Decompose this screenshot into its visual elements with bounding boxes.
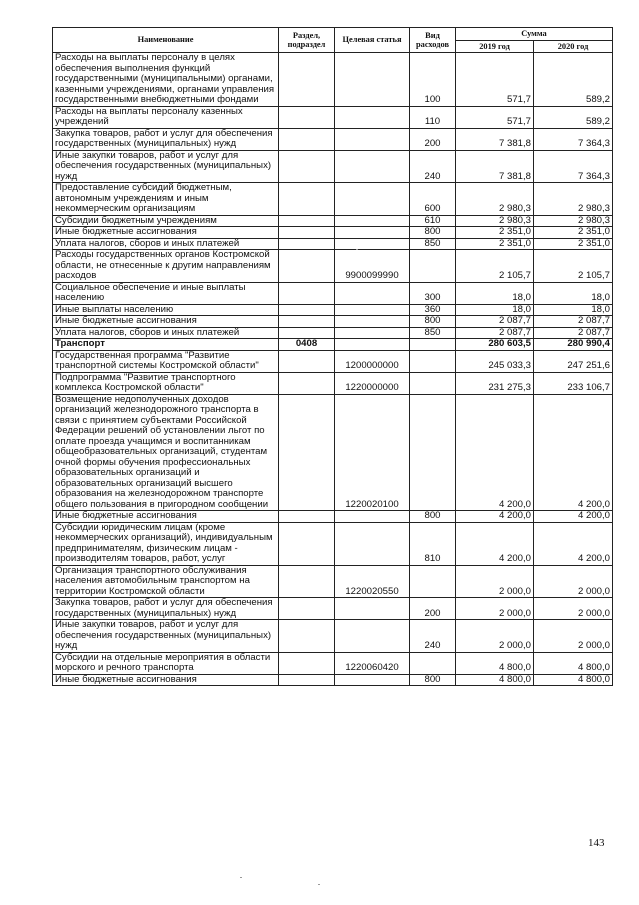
table-row	[53, 350, 613, 372]
cell-section: 0408	[279, 339, 335, 351]
cell-target	[335, 674, 410, 686]
cell-target	[335, 227, 410, 239]
table-row	[53, 511, 613, 523]
cell-section	[279, 522, 335, 565]
cell-section	[279, 150, 335, 183]
header-sum: Сумма	[456, 28, 613, 41]
cell-sum-2020: 2 105,7	[534, 250, 613, 283]
table-body	[53, 53, 613, 686]
cell-name: Уплата налогов, сборов и иных платежей	[53, 238, 279, 250]
cell-sum-2020: 7 364,3	[534, 128, 613, 150]
cell-sum-2019: 4 800,0	[456, 652, 534, 674]
cell-sum-2019: 18,0	[456, 282, 534, 304]
cell-kind: 850	[410, 238, 456, 250]
cell-name: Уплата налогов, сборов и иных платежей	[53, 327, 279, 339]
cell-kind	[410, 339, 456, 351]
cell-target	[335, 339, 410, 351]
cell-section	[279, 183, 335, 216]
cell-sum-2020: 2 980,3	[534, 215, 613, 227]
cell-sum-2020: 4 800,0	[534, 674, 613, 686]
cell-section	[279, 350, 335, 372]
cell-target	[335, 150, 410, 183]
cell-target	[335, 238, 410, 250]
table-row	[53, 128, 613, 150]
cell-name: Субсидии бюджетным учреждениям	[53, 215, 279, 227]
cell-name: Иные выплаты населению	[53, 304, 279, 316]
cell-name: Иные закупки товаров, работ и услуг для обеспечения государственных (муниципальных) нужд	[53, 150, 279, 183]
cell-target: 9900099990	[335, 250, 410, 283]
cell-section	[279, 227, 335, 239]
cell-target: 1220000000	[335, 372, 410, 394]
table-row	[53, 394, 613, 511]
cell-section	[279, 304, 335, 316]
cell-name: Иные бюджетные ассигнования	[53, 316, 279, 328]
cell-sum-2020: 2 980,3	[534, 183, 613, 216]
cell-sum-2019: 2 351,0	[456, 227, 534, 239]
cell-name: Расходы на выплаты персоналу казенных учреждений	[53, 106, 279, 128]
cell-kind: 810	[410, 522, 456, 565]
cell-target: 1200000000	[335, 350, 410, 372]
cell-kind	[410, 250, 456, 283]
cell-section	[279, 250, 335, 283]
cell-name: Расходы на выплаты персоналу в целях обеспечения выполнения функций государственными (муниципальными) органами, казенными учреждениями, органами управления государственными внебюджетными фондами	[53, 53, 279, 107]
cell-target	[335, 522, 410, 565]
cell-sum-2020: 2 087,7	[534, 327, 613, 339]
cell-sum-2020: 589,2	[534, 53, 613, 107]
cell-section	[279, 652, 335, 674]
cell-sum-2020: 7 364,3	[534, 150, 613, 183]
table-row	[53, 150, 613, 183]
cell-sum-2020: 18,0	[534, 282, 613, 304]
cell-sum-2019: 7 381,8	[456, 150, 534, 183]
cell-target	[335, 620, 410, 653]
cell-kind: 800	[410, 674, 456, 686]
cell-kind: 240	[410, 150, 456, 183]
cell-kind	[410, 565, 456, 598]
cell-section	[279, 327, 335, 339]
cell-section	[279, 215, 335, 227]
cell-name: Транспорт	[53, 339, 279, 351]
table-row	[53, 316, 613, 328]
cell-sum-2019: 4 200,0	[456, 511, 534, 523]
cell-sum-2019: 4 200,0	[456, 394, 534, 511]
cell-name: Социальное обеспечение и иные выплаты населению	[53, 282, 279, 304]
table-row	[53, 674, 613, 686]
table-row	[53, 598, 613, 620]
cell-kind: 300	[410, 282, 456, 304]
cell-sum-2020: 2 351,0	[534, 238, 613, 250]
table-row	[53, 227, 613, 239]
cell-sum-2019: 2 087,7	[456, 327, 534, 339]
cell-sum-2020: 2 087,7	[534, 316, 613, 328]
cell-sum-2019: 245 033,3	[456, 350, 534, 372]
table-row	[53, 327, 613, 339]
header-section: Раздел, подраздел	[279, 28, 335, 53]
cell-kind: 240	[410, 620, 456, 653]
cell-sum-2019: 571,7	[456, 53, 534, 107]
cell-section	[279, 238, 335, 250]
table-row	[53, 565, 613, 598]
cell-name: Субсидии на отдельные мероприятия в области морского и речного транспорта	[53, 652, 279, 674]
cell-sum-2019: 2 000,0	[456, 565, 534, 598]
header-kind: Вид расходов	[410, 28, 456, 53]
cell-sum-2019: 2 351,0	[456, 238, 534, 250]
cell-target: 1220020550	[335, 565, 410, 598]
cell-sum-2020: 4 200,0	[534, 522, 613, 565]
cell-sum-2019: 4 200,0	[456, 522, 534, 565]
cell-name: Иные закупки товаров, работ и услуг для обеспечения государственных (муниципальных) нужд	[53, 620, 279, 653]
table-row	[53, 304, 613, 316]
cell-section	[279, 565, 335, 598]
cell-target	[335, 511, 410, 523]
cell-target: 1220020100	[335, 394, 410, 511]
cell-sum-2019: 2 980,3	[456, 183, 534, 216]
cell-section	[279, 53, 335, 107]
scan-speck	[240, 877, 242, 878]
cell-name: Иные бюджетные ассигнования	[53, 511, 279, 523]
cell-target	[335, 215, 410, 227]
cell-section	[279, 282, 335, 304]
cell-sum-2020: 280 990,4	[534, 339, 613, 351]
cell-sum-2020: 2 000,0	[534, 598, 613, 620]
table-row	[53, 250, 613, 283]
cell-target	[335, 183, 410, 216]
cell-kind: 800	[410, 511, 456, 523]
cell-section	[279, 620, 335, 653]
cell-sum-2020: 4 800,0	[534, 652, 613, 674]
scan-speck	[356, 249, 358, 250]
cell-section	[279, 674, 335, 686]
table-row	[53, 339, 613, 351]
cell-kind: 800	[410, 316, 456, 328]
cell-kind: 800	[410, 227, 456, 239]
cell-kind	[410, 652, 456, 674]
cell-sum-2019: 2 000,0	[456, 620, 534, 653]
cell-section	[279, 394, 335, 511]
table-row	[53, 620, 613, 653]
cell-sum-2019: 2 105,7	[456, 250, 534, 283]
cell-section	[279, 128, 335, 150]
cell-sum-2020: 2 351,0	[534, 227, 613, 239]
cell-section	[279, 598, 335, 620]
cell-kind	[410, 350, 456, 372]
cell-sum-2019: 7 381,8	[456, 128, 534, 150]
cell-kind: 610	[410, 215, 456, 227]
cell-sum-2019: 2 000,0	[456, 598, 534, 620]
cell-name: Субсидии юридическим лицам (кроме некоммерческих организаций), индивидуальным предпринимателям, физическим лицам - производителям товаров, работ, услуг	[53, 522, 279, 565]
cell-name: Подпрограмма "Развитие транспортного комплекса Костромской области"	[53, 372, 279, 394]
cell-section	[279, 372, 335, 394]
table-row	[53, 53, 613, 107]
table-row	[53, 652, 613, 674]
cell-kind	[410, 372, 456, 394]
cell-sum-2020: 18,0	[534, 304, 613, 316]
cell-kind: 360	[410, 304, 456, 316]
cell-sum-2019: 2 980,3	[456, 215, 534, 227]
cell-sum-2019: 2 087,7	[456, 316, 534, 328]
cell-kind: 200	[410, 598, 456, 620]
cell-sum-2019: 18,0	[456, 304, 534, 316]
cell-sum-2019: 571,7	[456, 106, 534, 128]
cell-target: 1220060420	[335, 652, 410, 674]
table-row	[53, 372, 613, 394]
cell-kind: 850	[410, 327, 456, 339]
table-header	[53, 28, 613, 53]
cell-kind: 110	[410, 106, 456, 128]
header-year-2020: 2020 год	[534, 40, 613, 53]
table-row	[53, 238, 613, 250]
cell-section	[279, 511, 335, 523]
table-row	[53, 282, 613, 304]
cell-sum-2020: 589,2	[534, 106, 613, 128]
header-name: Наименование	[53, 28, 279, 53]
cell-name: Иные бюджетные ассигнования	[53, 227, 279, 239]
table-row	[53, 215, 613, 227]
cell-sum-2019: 4 800,0	[456, 674, 534, 686]
header-year-2019: 2019 год	[456, 40, 534, 53]
cell-sum-2020: 2 000,0	[534, 565, 613, 598]
cell-sum-2019: 280 603,5	[456, 339, 534, 351]
page-number: 143	[588, 837, 605, 849]
cell-sum-2020: 233 106,7	[534, 372, 613, 394]
cell-target	[335, 304, 410, 316]
cell-name: Закупка товаров, работ и услуг для обеспечения государственных (муниципальных) нужд	[53, 128, 279, 150]
budget-table	[52, 27, 613, 686]
cell-target	[335, 53, 410, 107]
cell-section	[279, 106, 335, 128]
cell-target	[335, 128, 410, 150]
cell-sum-2019: 231 275,3	[456, 372, 534, 394]
cell-kind	[410, 394, 456, 511]
header-target: Целевая статья	[335, 28, 410, 53]
cell-target	[335, 282, 410, 304]
cell-target	[335, 327, 410, 339]
cell-kind: 200	[410, 128, 456, 150]
cell-name: Предоставление субсидий бюджетным, автономным учреждениям и иным некоммерческим организациям	[53, 183, 279, 216]
cell-name: Закупка товаров, работ и услуг для обеспечения государственных (муниципальных) нужд	[53, 598, 279, 620]
cell-target	[335, 106, 410, 128]
cell-sum-2020: 4 200,0	[534, 394, 613, 511]
cell-name: Государственная программа "Развитие транспортной системы Костромской области"	[53, 350, 279, 372]
cell-sum-2020: 4 200,0	[534, 511, 613, 523]
cell-name: Возмещение недополученных доходов организаций железнодорожного транспорта в связи с принятием субъектами Российской Федерации решений об установлении льгот по оплате проезда учащимся и воспитанникам общеобразовательных организаций, студентам очной формы обучения профессиональных образовательных организаций и образовательных организаций высшего образования на железнодорожном транспорте общего пользования в пригородном сообщении	[53, 394, 279, 511]
scan-speck	[318, 884, 320, 885]
table-row	[53, 522, 613, 565]
cell-target	[335, 598, 410, 620]
cell-sum-2020: 247 251,6	[534, 350, 613, 372]
cell-kind: 600	[410, 183, 456, 216]
cell-name: Иные бюджетные ассигнования	[53, 674, 279, 686]
cell-kind: 100	[410, 53, 456, 107]
cell-target	[335, 316, 410, 328]
cell-name: Организация транспортного обслуживания населения автомобильным транспортом на территории Костромской области	[53, 565, 279, 598]
cell-section	[279, 316, 335, 328]
cell-sum-2020: 2 000,0	[534, 620, 613, 653]
table-row	[53, 183, 613, 216]
cell-name: Расходы государственных органов Костромской области, не отнесенные к другим направлениям расходов	[53, 250, 279, 283]
table-row	[53, 106, 613, 128]
